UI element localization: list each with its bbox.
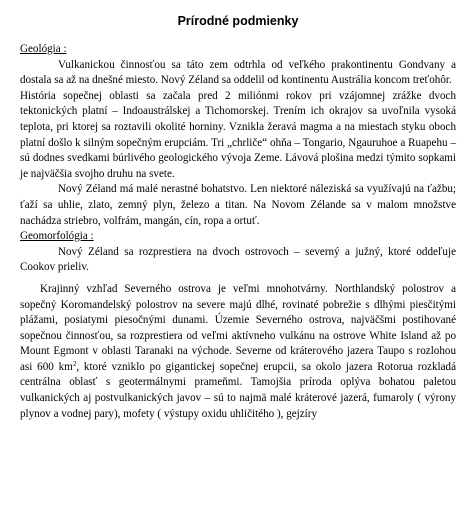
document-page bbox=[20, 13, 456, 422]
geology-paragraph-2: História sopečnej oblasti sa začala pred 2 miliónmi rokov pri vzájomnej zrážke dvoch tektonických platní – Indoaustrálskej a Tichomorskej. Trením ich okrajov sa uvoľnila vysoká teplota, pri ktorej sa roztavili okolité horniny. Vznikla žeravá magma a na miestach styku oboch platní došlo k silným sopečným erupciám. Tri „chrliče“ ohňa – Tongario, Ngauruhoe a Ruapehu – sú dodnes svedkami búrlivého geologického vývoja Zeme. Lávová plošina medzi týmito sopkami je najväčšia svojho druhu na svete. bbox=[20, 89, 456, 180]
document-title: Prírodné podmienky bbox=[177, 14, 299, 28]
geology-paragraph-3: Nový Zéland má malé nerastné bohatstvo. Len niektoré náleziská sa využívajú na ťažbu; ťaží sa uhlie, zlato, zemný plyn, železo a titan. Na Novom Zélande sa v malom množstve nachádza striebro, volfrám, mangán, cín, ropa a ortuť. bbox=[20, 183, 456, 227]
geomorphology-paragraph-2 bbox=[20, 282, 456, 422]
geomorphology-paragraph-2-part-2: , ktoré vzniklo po gigantickej sopečnej erupcii, sa okolo jazera Rotorua rozkladá centrálna oblasť s geotermálnymi prameňmi. Tamojšia príroda oplýva bohatou paletou vulkanických aj postvulkanických javov – sú to najmä malé kráterové jazerá, fumaroly ( výrony plynov a vodnej pary), mofety ( výstupy oxidu uhličitého ), gejzíry bbox=[20, 360, 456, 420]
geomorphology-paragraph-2-part-1: Krajinný vzhľad Severného ostrova je veľmi mnohotvárny. Northlandský polostrov a sopečný Koromandelský polostrov na severe majú dlhé, rovinaté pobrežie s dlhými piesčitými plážami, posiatymi piesočnými dunami. Územie Severného ostrova, najväčšmi postihované sopečnou činnosťou, sa rozprestiera od veľmi aktívneho vulkánu na ostrove White Island až po Mount Egmont v oblasti Taranaki na východe. Severne od kráterového jazera Taupo s rozlohou asi 600 km bbox=[20, 282, 456, 373]
geomorphology-heading: Geomorfológia : bbox=[20, 230, 94, 243]
geology-paragraph-1: Vulkanickou činnosťou sa táto zem odtrhla od veľkého prakontinentu Gondvany a dostala sa až na dnešné miesto. Nový Zéland sa oddelil od kontinentu Austrália koncom treťohôr. bbox=[20, 58, 456, 87]
area-unit-superscript: 2 bbox=[72, 359, 77, 368]
geology-heading: Geológia : bbox=[20, 43, 67, 55]
geomorphology-paragraph-1: Nový Zéland sa rozprestiera na dvoch ostrovoch – severný a južný, ktoré oddeľuje Cookov prieliv. bbox=[20, 245, 456, 274]
